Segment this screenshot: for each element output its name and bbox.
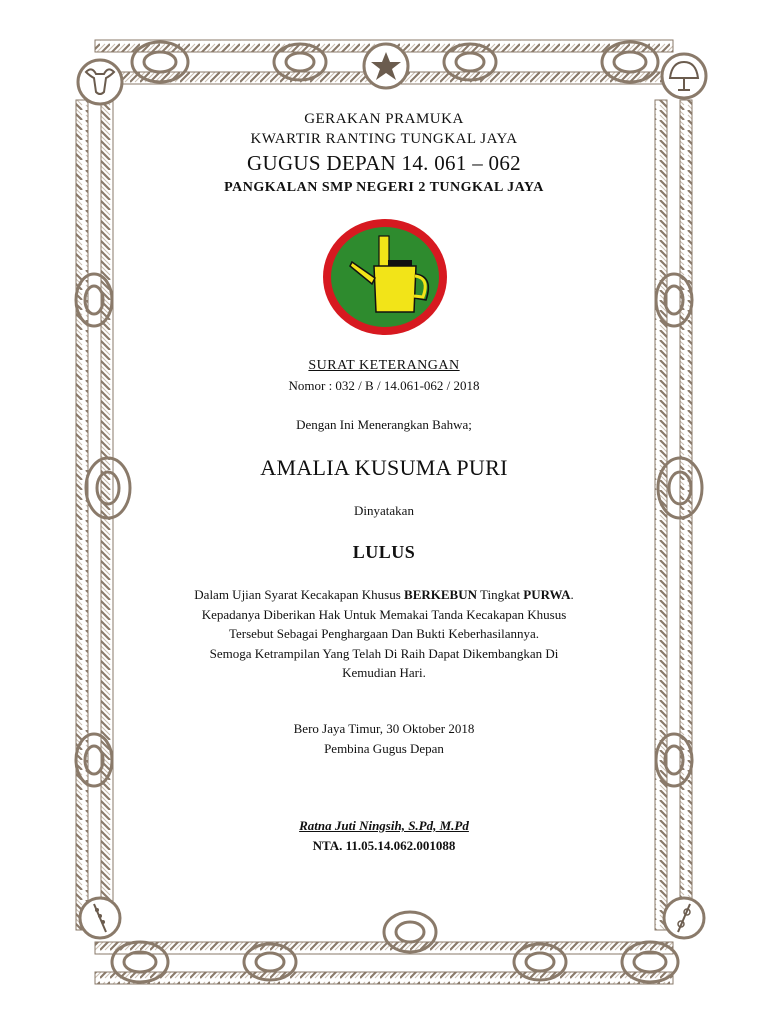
place-date: Bero Jaya Timur, 30 Oktober 2018 — [293, 721, 475, 736]
skill-level: PURWA — [523, 587, 571, 602]
rice-stalk-icon — [80, 898, 120, 938]
body-line-1: Dalam Ujian Syarat Kecakapan Khusus BERKEBUN Tingkat PURWA. — [194, 587, 574, 602]
organization-name: GERAKAN PRAMUKA — [304, 111, 464, 127]
signer-name: Ratna Juti Ningsih, S.Pd, M.Pd — [299, 818, 469, 833]
body-line-2: Kepadanya Diberikan Hak Untuk Memakai Tanda Kecakapan Khusus — [201, 606, 567, 622]
cotton-stalk-icon — [664, 898, 704, 938]
document-title: SURAT KETERANGAN — [308, 358, 460, 373]
body-line-3: Tersebut Sebagai Penghargaan Dan Bukti Keberhasilannya. — [228, 626, 540, 641]
body-line-5: Kemudian Hari. — [342, 665, 426, 680]
star-icon — [364, 44, 408, 88]
branch-name: KWARTIR RANTING TUNGKAL JAYA — [250, 131, 518, 147]
base-school: PANGKALAN SMP NEGERI 2 TUNGKAL JAYA — [224, 180, 544, 195]
troop-title: GUGUS DEPAN 14. 061 – 062 — [247, 151, 521, 175]
signer-role: Pembina Gugus Depan — [324, 741, 444, 756]
banyan-tree-icon — [662, 54, 706, 98]
skill-name: BERKEBUN — [404, 587, 477, 602]
buffalo-head-icon — [78, 60, 122, 104]
signer-nta: NTA. 11.05.14.062.001088 — [312, 838, 456, 853]
intro-text: Dengan Ini Menerangkan Bahwa; — [296, 417, 472, 432]
certificate-body — [110, 585, 658, 683]
watering-can-icon — [322, 218, 448, 336]
document-number: Nomor : 032 / B / 14.061-062 / 2018 — [288, 378, 480, 393]
body-line-4: Semoga Ketrampilan Yang Telah Di Raih Dapat Dikembangkan Di — [209, 645, 559, 661]
recipient-name: AMALIA KUSUMA PURI — [260, 455, 508, 480]
declared-text: Dinyatakan — [354, 503, 414, 518]
result-text: LULUS — [352, 542, 416, 562]
